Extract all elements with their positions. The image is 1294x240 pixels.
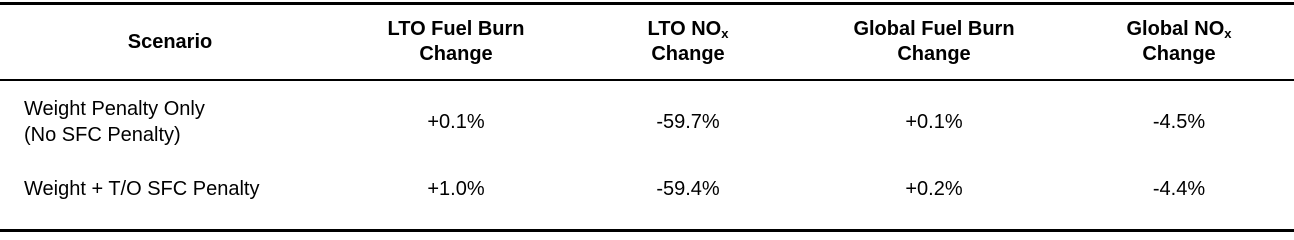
- header-lto-fuel-burn-line1: LTO Fuel Burn: [387, 18, 525, 40]
- table-body: [0, 80, 1294, 231]
- header-global-fuel-burn-line2: Change: [897, 43, 971, 65]
- global-fuel-burn-change-cell: +0.2%: [804, 162, 1064, 231]
- header-scenario-label: Scenario: [127, 30, 213, 53]
- header-global-fuel-burn-line1: Global Fuel Burn: [853, 18, 1015, 40]
- header-global-nox-subscript: x: [1224, 26, 1232, 41]
- table-row: [0, 162, 1294, 231]
- scenario-name-line2: (No SFC Penalty): [24, 123, 181, 146]
- global-nox-change-cell: -4.4%: [1064, 162, 1294, 231]
- table-header: [0, 4, 1294, 81]
- header-global-nox-line1: Global NO: [1126, 18, 1225, 40]
- lto-fuel-burn-change-cell: +0.1%: [427, 110, 485, 133]
- header-row: [0, 4, 1294, 81]
- lto-fuel-burn-change-cell: +1.0%: [340, 162, 572, 231]
- header-lto-nox-line1: LTO NO: [647, 18, 722, 40]
- global-nox-change-cell: -4.5%: [1152, 110, 1206, 133]
- scenario-cell: [0, 80, 340, 162]
- scenario-results-table: [0, 2, 1294, 232]
- table-row: [0, 80, 1294, 162]
- header-lto-nox-subscript: x: [721, 26, 729, 41]
- header-scenario: [0, 4, 340, 81]
- lto-nox-change-cell: -59.7%: [656, 110, 720, 133]
- header-lto-nox-line2: Change: [651, 43, 725, 65]
- header-global-fuel-burn-change: [804, 4, 1064, 81]
- scenario-cell: [0, 162, 340, 231]
- header-lto-fuel-burn-change: [340, 4, 572, 81]
- header-global-nox-line2: Change: [1142, 43, 1216, 65]
- lto-nox-change-cell: -59.4%: [572, 162, 804, 231]
- scenario-name-line1: Weight Penalty Only: [24, 97, 205, 120]
- scenario-name-line1: Weight + T/O SFC Penalty: [24, 178, 260, 200]
- header-lto-fuel-burn-line2: Change: [419, 43, 493, 65]
- header-lto-nox-change: [572, 4, 804, 81]
- header-global-nox-change: [1064, 4, 1294, 81]
- global-fuel-burn-change-cell: +0.1%: [905, 110, 963, 133]
